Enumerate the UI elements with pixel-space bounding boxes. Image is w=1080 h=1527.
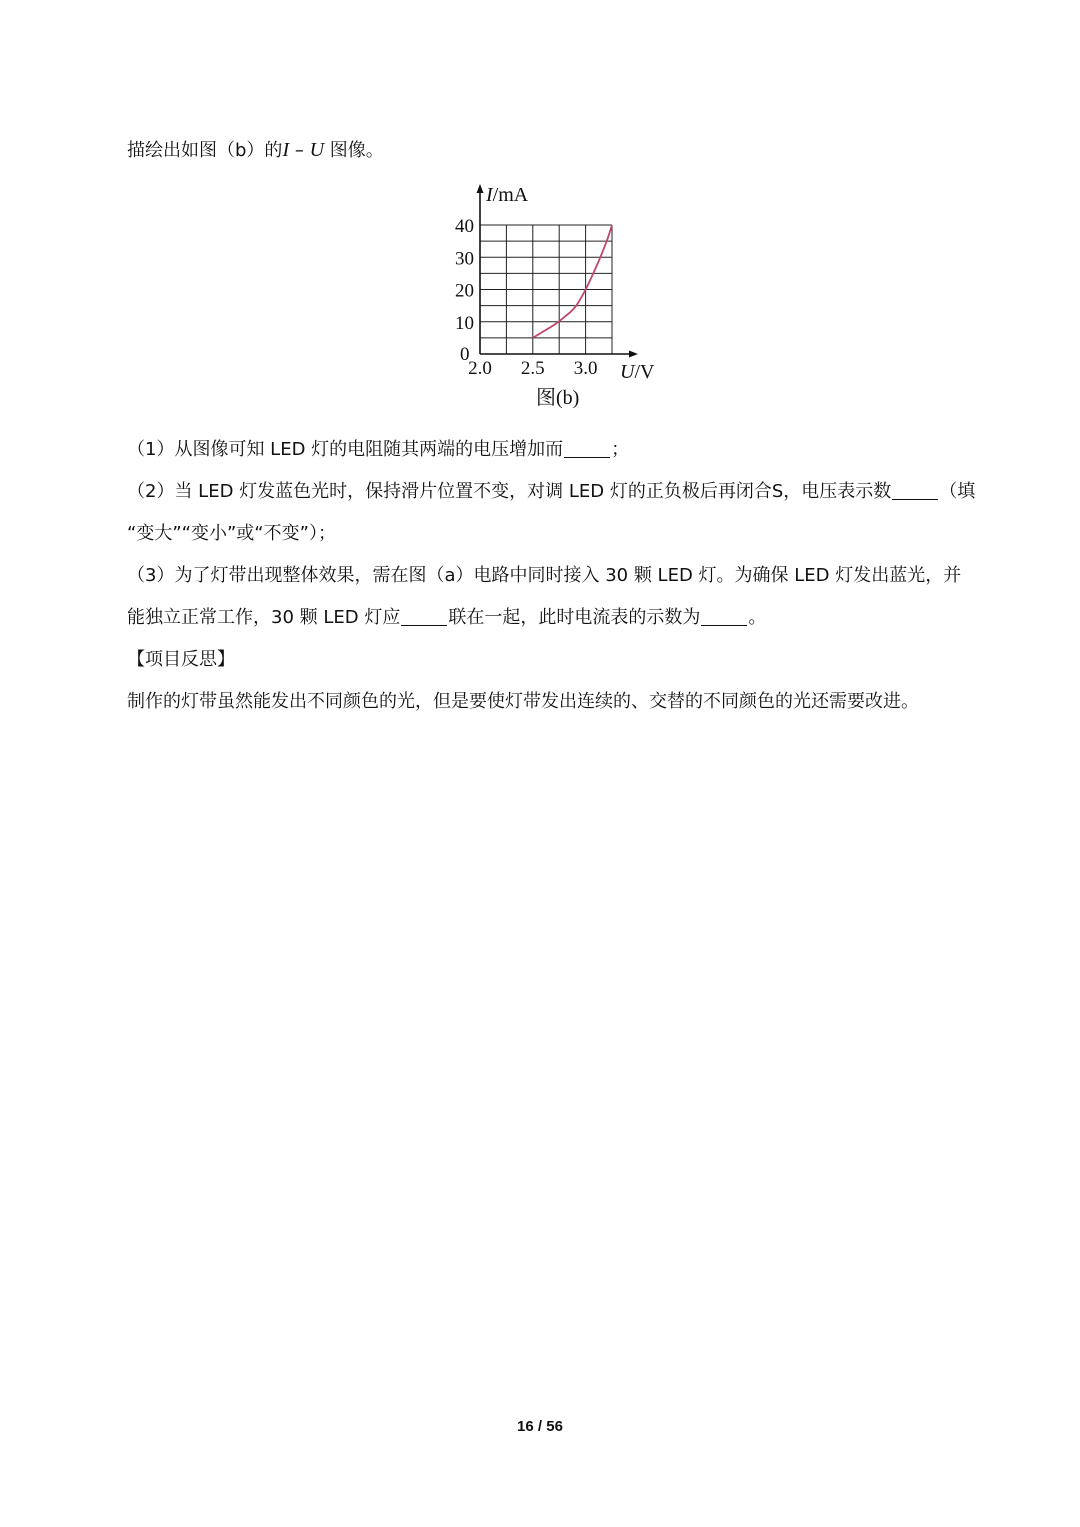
q3-text-3: 联在一起，此时电流表的示数为 xyxy=(448,607,701,628)
x-tick-label: 2.5 xyxy=(520,358,545,379)
page-separator: / xyxy=(533,1418,547,1435)
q3-text: （3）为了灯带出现整体效果，需在图（a）电路中同时接入 30 颗 LED 灯。为确保 LED 灯发出蓝光，并 xyxy=(127,565,962,586)
q3-answer-blank-1 xyxy=(401,607,447,626)
question-1 xyxy=(127,438,629,462)
y-axis-label: I/mA xyxy=(486,184,529,206)
page-number: 16 xyxy=(517,1418,534,1435)
question-3 xyxy=(127,564,961,588)
y-tick-label: 20 xyxy=(455,280,474,302)
y-tick-label: 40 xyxy=(455,216,474,237)
intro-dash: – xyxy=(289,140,310,161)
origin-label: 0 xyxy=(460,344,470,365)
q3-end: 。 xyxy=(748,607,767,628)
q1-answer-blank xyxy=(564,439,610,458)
question-2 xyxy=(127,480,975,504)
x-axis-arrow xyxy=(629,351,638,358)
intro-line xyxy=(127,138,384,163)
question-2-cont xyxy=(127,522,336,546)
y-axis-arrow xyxy=(477,184,484,193)
y-tick-label: 10 xyxy=(455,312,474,334)
q2-hint-start: （填 xyxy=(939,481,976,502)
q3-text-2: 能独立正常工作，30 颗 LED 灯应 xyxy=(127,607,401,628)
q2-text: （2）当 LED 灯发蓝色光时，保持滑片位置不变，对调 LED 灯的正负极后再闭合S，电压表示数 xyxy=(127,481,892,502)
page-footer xyxy=(0,1418,1080,1435)
x-tick-label: 3.0 xyxy=(573,358,598,379)
q2-answer-blank xyxy=(892,481,938,500)
intro-prefix: 描绘出如图（b）的 xyxy=(127,140,283,161)
chart-axes xyxy=(477,184,639,358)
intro-suffix: 图像。 xyxy=(324,140,384,161)
reflection-heading: 【项目反思】 xyxy=(127,649,235,670)
y-tick-label: 30 xyxy=(455,248,474,270)
var-u: U xyxy=(309,139,325,161)
series-curve xyxy=(533,225,612,338)
q2-options: “变大”“变小”或“不变”）； xyxy=(127,523,336,544)
q1-end: ； xyxy=(611,439,630,460)
q3-answer-blank-2 xyxy=(701,607,747,626)
reflection-body: 制作的灯带虽然能发出不同颜色的光，但是要使灯带发出连续的、交替的不同颜色的光还需要改进。 xyxy=(127,691,919,712)
var-i: I xyxy=(282,139,290,161)
chart-labels xyxy=(455,184,655,409)
iu-chart xyxy=(440,176,680,416)
x-tick-label: 2.0 xyxy=(468,358,492,379)
chart-caption: 图(b) xyxy=(536,387,580,409)
question-3-cont xyxy=(127,606,766,630)
page-total: 56 xyxy=(546,1418,563,1435)
x-axis-label: U/V xyxy=(620,361,655,383)
q1-text: （1）从图像可知 LED 灯的电阻随其两端的电压增加而 xyxy=(127,439,564,460)
chart-grid xyxy=(480,225,612,354)
